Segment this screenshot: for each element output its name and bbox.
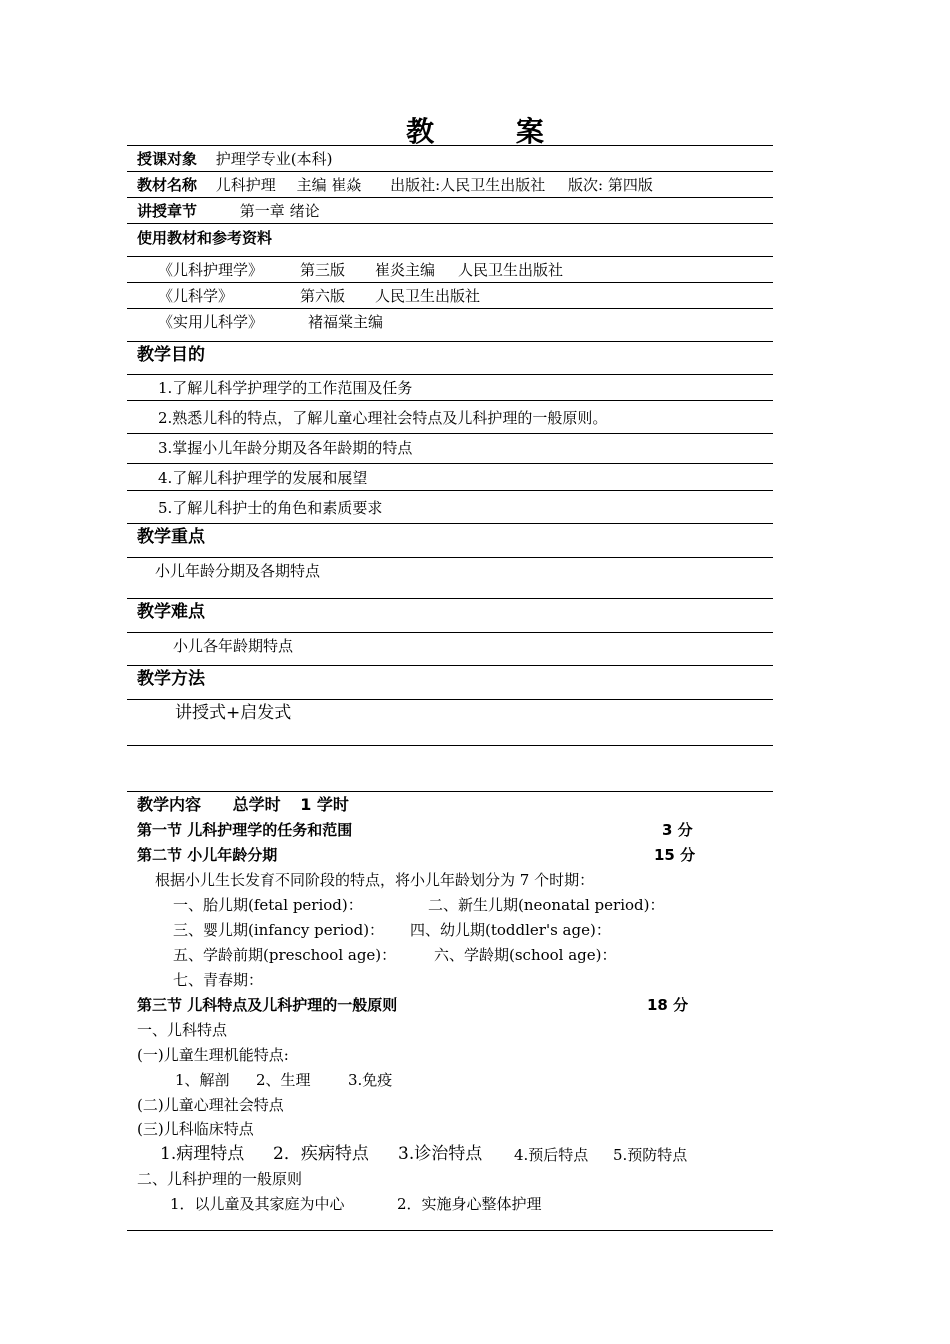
rule [127,145,773,146]
sub-3-item: 3.诊治特点 [398,1144,483,1164]
rule [127,341,773,342]
ref-editor: 崔炎主编 [375,261,436,279]
period-item: 六、学龄期(school age)： [434,946,617,964]
section-1-title: 第一节 儿科护理学的任务和范围 [137,821,353,839]
hours-value: 1 学时 [300,795,349,814]
content-label: 教学内容 [137,795,202,814]
section-2-title: 第二节 小儿年龄分期 [137,846,278,864]
period-item: 四、幼儿期(toddler's age)： [410,921,611,939]
sub-1-item: 3.免疫 [348,1071,393,1089]
target-value: 护理学专业(本科) [215,150,333,168]
rule [127,171,773,172]
rule [127,745,773,746]
period-item: 二、新生儿期(neonatal period)： [428,896,665,914]
rule [127,308,773,309]
sub-1-item: 1、解剖 [175,1071,230,1089]
part-1-heading: 一、儿科特点 [137,1021,228,1039]
rule [127,632,773,633]
textbook-edition: 版次: 第四版 [568,176,653,194]
methods-text: 讲授式+启发式 [175,703,292,723]
chapter-label: 讲授章节 [137,202,198,220]
content-header [137,795,349,815]
ref-publisher: 人民卫生出版社 [375,287,481,305]
rule [127,699,773,700]
textbook-publisher: 出版社:人民卫生出版社 [390,176,546,194]
difficulties-label: 教学难点 [137,602,205,622]
target-label: 授课对象 [137,150,198,168]
rule [127,223,773,224]
ref-book: 《儿科学》 [158,287,234,305]
hours-label: 总学时 [232,795,281,814]
textbook-editor: 主编 崔焱 [296,176,362,194]
textbook-row [137,175,653,195]
rule [127,490,773,491]
part-2-item: 1．以儿童及其家庭为中心 [170,1195,345,1213]
section-3-title: 第三节 儿科特点及儿科护理的一般原则 [137,996,398,1014]
refs-label: 使用教材和参考资料 [137,229,273,247]
rule [127,197,773,198]
period-item: 七、青春期： [173,971,264,989]
period-item: 三、婴儿期(infancy period)： [173,921,385,939]
period-item: 一、胎儿期(fetal period)： [173,896,363,914]
section-1-time: 3 分 [662,821,693,839]
key-points-label: 教学重点 [137,527,205,547]
section-2-intro: 根据小儿生长发育不同阶段的特点，将小儿年龄划分为 7 个时期： [155,871,595,889]
objective-item: 2.熟悉儿科的特点，了解儿童心理社会特点及儿科护理的一般原则。 [158,409,608,427]
objective-item: 4.了解儿科护理学的发展和展望 [158,469,368,487]
objectives-label: 教学目的 [137,345,205,365]
rule [127,665,773,666]
rule [127,791,773,792]
part-2-item: 2．实施身心整体护理 [397,1195,542,1213]
rule [127,1230,773,1231]
sub-1-item: 2、生理 [256,1071,311,1089]
chapter-value: 第一章 绪论 [239,202,320,220]
rule [127,282,773,283]
section-2-time: 15 分 [654,846,696,864]
period-item: 五、学龄前期(preschool age)： [173,946,397,964]
ref-book: 《实用儿科学》 [158,313,264,331]
key-points-text: 小儿年龄分期及各期特点 [155,562,321,580]
objective-item: 5.了解儿科护士的角色和素质要求 [158,499,383,517]
difficulties-text: 小儿各年龄期特点 [173,637,294,655]
textbook-name: 儿科护理 [215,176,276,194]
rule [127,433,773,434]
target-row [137,149,333,169]
methods-label: 教学方法 [137,669,205,689]
chapter-row [137,201,320,221]
sub-3-item: 1.病理特点 [160,1144,245,1164]
rule [127,557,773,558]
ref-editor: 褚福棠主编 [308,313,384,331]
rule [127,256,773,257]
sub-3-item: 5.预防特点 [613,1146,688,1164]
sub-1-heading: (一)儿童生理机能特点: [137,1046,289,1064]
objective-item: 1.了解儿科学护理学的工作范围及任务 [158,379,413,397]
textbook-label: 教材名称 [137,176,198,194]
section-3-time: 18 分 [647,996,689,1014]
objective-item: 3.掌握小儿年龄分期及各年龄期的特点 [158,439,413,457]
ref-book: 《儿科护理学》 [158,261,264,279]
sub-2-heading: (二)儿童心理社会特点 [137,1096,284,1114]
sub-3-item: 2．疾病特点 [273,1144,369,1164]
rule [127,374,773,375]
rule [127,400,773,401]
page-title: 教 案 [406,115,580,148]
sub-3-heading: (三)儿科临床特点 [137,1120,254,1138]
rule [127,598,773,599]
part-2-heading: 二、儿科护理的一般原则 [137,1170,303,1188]
ref-publisher: 人民卫生出版社 [458,261,564,279]
sub-3-item: 4.预后特点 [514,1146,589,1164]
ref-edition: 第三版 [300,261,346,279]
rule [127,523,773,524]
refs-label-row [137,228,272,248]
ref-edition: 第六版 [300,287,346,305]
rule [127,463,773,464]
